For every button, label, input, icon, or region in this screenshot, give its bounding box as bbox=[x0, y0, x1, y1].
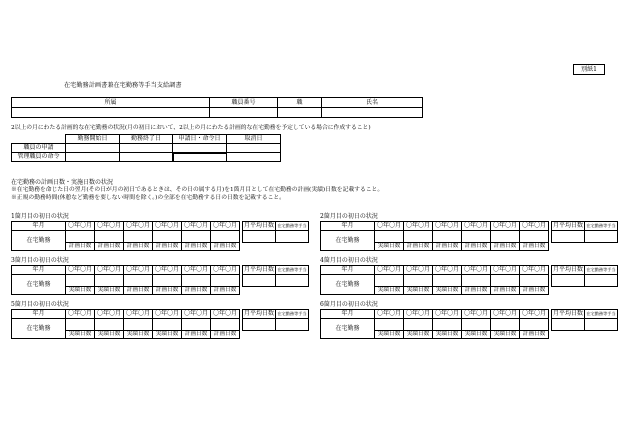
month-cell[interactable]: 〇年〇月 bbox=[520, 222, 549, 231]
day-count-field[interactable] bbox=[124, 231, 153, 243]
month-cell[interactable]: 〇年〇月 bbox=[124, 266, 153, 275]
day-count-field[interactable] bbox=[211, 319, 240, 331]
day-type-label: 計画日数 bbox=[211, 331, 240, 339]
allowance-field[interactable] bbox=[585, 275, 618, 287]
month-cell[interactable]: 〇年〇月 bbox=[404, 222, 433, 231]
allowance-label: 在宅勤務等手当 bbox=[585, 222, 618, 231]
day-type-label: 計画日数 bbox=[124, 287, 153, 295]
day-type-label: 計画日数 bbox=[211, 287, 240, 295]
corner-empty bbox=[12, 135, 66, 144]
avg-days-field[interactable] bbox=[552, 275, 585, 287]
month-cell[interactable]: 〇年〇月 bbox=[95, 310, 124, 319]
header-position: 職 bbox=[278, 98, 322, 108]
month-cell[interactable]: 〇年〇月 bbox=[375, 266, 404, 275]
block-title: 1箇月目の初日の状況 bbox=[11, 213, 69, 220]
avg-days-label: 月平均日数 bbox=[243, 222, 274, 229]
avg-days-label: 月平均日数 bbox=[243, 310, 274, 317]
month-cell[interactable]: 〇年〇月 bbox=[462, 266, 491, 275]
section2-note-2: ※正規の勤務時間(休憩など勤務を要しない時間を除く。)の全部を在宅勤務する日の日数を記載すること。 bbox=[11, 195, 285, 201]
month-cell[interactable]: 〇年〇月 bbox=[211, 266, 240, 275]
day-type-label: 実績日数 bbox=[66, 331, 95, 339]
department-field[interactable] bbox=[12, 108, 210, 118]
employee-start-date-field[interactable] bbox=[66, 144, 120, 153]
day-type-label: 計画日数 bbox=[124, 243, 153, 251]
name-field[interactable] bbox=[322, 108, 423, 118]
employee-number-field[interactable] bbox=[210, 108, 278, 118]
employee-request-date-field[interactable] bbox=[173, 144, 227, 153]
day-count-field[interactable] bbox=[95, 231, 124, 243]
avg-days-field[interactable] bbox=[243, 275, 276, 287]
annex-tag: 別紙1 bbox=[573, 64, 605, 75]
block-title: 2箇月目の初日の状況 bbox=[320, 213, 378, 220]
month-block-2 bbox=[320, 221, 549, 251]
header-name: 氏名 bbox=[322, 98, 423, 108]
month-cell[interactable]: 〇年〇月 bbox=[211, 310, 240, 319]
manager-end-date-field[interactable] bbox=[120, 153, 173, 162]
day-count-field[interactable] bbox=[433, 231, 462, 243]
day-count-field[interactable] bbox=[211, 231, 240, 243]
day-type-label: 実績日数 bbox=[375, 331, 404, 339]
day-count-field[interactable] bbox=[491, 319, 520, 331]
header-cancel-date: 取消日 bbox=[227, 135, 281, 144]
form-title: 在宅勤務計画書兼在宅勤務等手当支給調書 bbox=[64, 82, 182, 89]
day-count-field[interactable] bbox=[520, 319, 549, 331]
day-type-label: 実績日数 bbox=[153, 331, 182, 339]
day-type-label: 計画日数 bbox=[491, 243, 520, 251]
month-cell[interactable]: 〇年〇月 bbox=[375, 310, 404, 319]
day-count-field[interactable] bbox=[433, 319, 462, 331]
day-type-label: 計画日数 bbox=[153, 243, 182, 251]
manager-start-date-field[interactable] bbox=[66, 153, 120, 162]
month-label: 年月 bbox=[321, 310, 375, 319]
month-cell[interactable]: 〇年〇月 bbox=[404, 310, 433, 319]
month-cell[interactable]: 〇年〇月 bbox=[433, 266, 462, 275]
avg-days-label: 月平均日数 bbox=[552, 266, 583, 273]
month-cell[interactable]: 〇年〇月 bbox=[520, 266, 549, 275]
month-cell[interactable]: 〇年〇月 bbox=[153, 310, 182, 319]
month-cell[interactable]: 〇年〇月 bbox=[491, 266, 520, 275]
day-count-field[interactable] bbox=[491, 231, 520, 243]
month-cell[interactable]: 〇年〇月 bbox=[520, 310, 549, 319]
row-employee-request: 職員の申請 bbox=[12, 144, 66, 153]
day-count-field[interactable] bbox=[182, 319, 211, 331]
day-count-field[interactable] bbox=[375, 275, 404, 287]
summary-block-1 bbox=[242, 221, 309, 243]
month-cell[interactable]: 〇年〇月 bbox=[95, 266, 124, 275]
day-type-label: 計画日数 bbox=[182, 331, 211, 339]
day-count-field[interactable] bbox=[153, 275, 182, 287]
day-type-label: 計画日数 bbox=[462, 287, 491, 295]
day-type-label: 計画日数 bbox=[95, 243, 124, 251]
telework-label: 在宅勤務 bbox=[12, 319, 66, 339]
allowance-label: 在宅勤務等手当 bbox=[585, 310, 618, 319]
row-manager-order: 管理職員の命令 bbox=[12, 153, 66, 162]
day-type-label: 計画日数 bbox=[433, 243, 462, 251]
day-type-label: 計画日数 bbox=[520, 287, 549, 295]
header-start-date: 勤務開始日 bbox=[66, 135, 120, 144]
day-type-label: 計画日数 bbox=[520, 243, 549, 251]
allowance-label: 在宅勤務等手当 bbox=[276, 310, 309, 319]
summary-block-4 bbox=[551, 265, 618, 287]
day-type-label: 実績日数 bbox=[462, 331, 491, 339]
month-cell[interactable]: 〇年〇月 bbox=[375, 222, 404, 231]
block-title: 6箇月目の初日の状況 bbox=[320, 301, 378, 308]
day-count-field[interactable] bbox=[520, 275, 549, 287]
month-cell[interactable]: 〇年〇月 bbox=[182, 222, 211, 231]
day-count-field[interactable] bbox=[404, 231, 433, 243]
month-cell[interactable]: 〇年〇月 bbox=[462, 222, 491, 231]
month-cell[interactable]: 〇年〇月 bbox=[491, 222, 520, 231]
employee-cancel-date-field[interactable] bbox=[227, 144, 281, 153]
summary-block-2 bbox=[551, 221, 618, 243]
allowance-label: 在宅勤務等手当 bbox=[276, 266, 309, 275]
month-block-4 bbox=[320, 265, 549, 295]
allowance-field[interactable] bbox=[276, 275, 309, 287]
allowance-field[interactable] bbox=[585, 231, 618, 243]
day-count-field[interactable] bbox=[375, 319, 404, 331]
day-type-label: 実績日数 bbox=[491, 331, 520, 339]
month-label: 年月 bbox=[12, 222, 66, 231]
manager-order-date-field[interactable] bbox=[173, 153, 227, 162]
month-label: 年月 bbox=[12, 310, 66, 319]
avg-days-field[interactable] bbox=[243, 319, 276, 331]
month-cell[interactable]: 〇年〇月 bbox=[491, 310, 520, 319]
employee-end-date-field[interactable] bbox=[120, 144, 173, 153]
section2-note-1: ※在宅勤務を命じた日の翌月(その日が月の初日であるときは、その日の属する月)を1箇月目として在宅勤務の計画(実績)日数を記載すること。 bbox=[11, 187, 384, 193]
allowance-field[interactable] bbox=[276, 231, 309, 243]
day-count-field[interactable] bbox=[66, 319, 95, 331]
month-cell[interactable]: 〇年〇月 bbox=[66, 222, 95, 231]
day-count-field[interactable] bbox=[211, 275, 240, 287]
day-type-label: 実績日数 bbox=[124, 331, 153, 339]
allowance-label: 在宅勤務等手当 bbox=[585, 266, 618, 275]
day-type-label: 計画日数 bbox=[520, 331, 549, 339]
telework-label: 在宅勤務 bbox=[12, 231, 66, 251]
day-count-field[interactable] bbox=[182, 275, 211, 287]
block-title: 3箇月目の初日の状況 bbox=[11, 257, 69, 264]
day-count-field[interactable] bbox=[462, 275, 491, 287]
day-count-field[interactable] bbox=[520, 231, 549, 243]
month-block-5 bbox=[11, 309, 240, 339]
employee-info-table bbox=[11, 97, 423, 118]
day-type-label: 計画日数 bbox=[66, 243, 95, 251]
day-type-label: 計画日数 bbox=[182, 287, 211, 295]
month-block-1 bbox=[11, 221, 240, 251]
day-count-field[interactable] bbox=[95, 275, 124, 287]
day-count-field[interactable] bbox=[433, 275, 462, 287]
block-title: 4箇月目の初日の状況 bbox=[320, 257, 378, 264]
month-cell[interactable]: 〇年〇月 bbox=[182, 266, 211, 275]
day-type-label: 実績日数 bbox=[404, 331, 433, 339]
month-label: 年月 bbox=[321, 222, 375, 231]
month-block-6 bbox=[320, 309, 549, 339]
avg-days-field[interactable] bbox=[552, 231, 585, 243]
avg-days-label: 月平均日数 bbox=[552, 310, 583, 317]
day-type-label: 実績日数 bbox=[433, 331, 462, 339]
day-count-field[interactable] bbox=[462, 231, 491, 243]
day-type-label: 計画日数 bbox=[182, 243, 211, 251]
day-type-label: 計画日数 bbox=[211, 243, 240, 251]
month-cell[interactable]: 〇年〇月 bbox=[404, 266, 433, 275]
month-block-3 bbox=[11, 265, 240, 295]
header-end-date: 勤務終了日 bbox=[120, 135, 173, 144]
telework-label: 在宅勤務 bbox=[12, 275, 66, 295]
block-title: 5箇月目の初日の状況 bbox=[11, 301, 69, 308]
month-cell[interactable]: 〇年〇月 bbox=[462, 310, 491, 319]
day-type-label: 実績日数 bbox=[66, 287, 95, 295]
month-cell[interactable]: 〇年〇月 bbox=[66, 310, 95, 319]
month-cell[interactable]: 〇年〇月 bbox=[153, 222, 182, 231]
avg-days-field[interactable] bbox=[552, 319, 585, 331]
day-count-field[interactable] bbox=[153, 231, 182, 243]
month-cell[interactable]: 〇年〇月 bbox=[433, 222, 462, 231]
month-cell[interactable]: 〇年〇月 bbox=[153, 266, 182, 275]
telework-label: 在宅勤務 bbox=[321, 319, 375, 339]
day-count-field[interactable] bbox=[462, 319, 491, 331]
telework-label: 在宅勤務 bbox=[321, 231, 375, 251]
month-cell[interactable]: 〇年〇月 bbox=[433, 310, 462, 319]
day-count-field[interactable] bbox=[66, 231, 95, 243]
day-type-label: 実績日数 bbox=[404, 287, 433, 295]
month-cell[interactable]: 〇年〇月 bbox=[182, 310, 211, 319]
month-cell[interactable]: 〇年〇月 bbox=[66, 266, 95, 275]
day-count-field[interactable] bbox=[182, 231, 211, 243]
avg-days-label: 月平均日数 bbox=[552, 222, 583, 229]
position-field[interactable] bbox=[278, 108, 322, 118]
telework-label: 在宅勤務 bbox=[321, 275, 375, 295]
allowance-field[interactable] bbox=[585, 319, 618, 331]
multi-month-status-table bbox=[11, 134, 281, 162]
month-label: 年月 bbox=[12, 266, 66, 275]
header-department: 所属 bbox=[12, 98, 210, 108]
day-type-label: 実績日数 bbox=[375, 287, 404, 295]
avg-days-label: 月平均日数 bbox=[243, 266, 274, 273]
day-count-field[interactable] bbox=[66, 275, 95, 287]
month-cell[interactable]: 〇年〇月 bbox=[95, 222, 124, 231]
month-cell[interactable]: 〇年〇月 bbox=[211, 222, 240, 231]
month-cell[interactable]: 〇年〇月 bbox=[124, 222, 153, 231]
month-label: 年月 bbox=[321, 266, 375, 275]
allowance-field[interactable] bbox=[276, 319, 309, 331]
day-type-label: 実績日数 bbox=[375, 243, 404, 251]
header-request-date: 申請日・命令日 bbox=[173, 135, 227, 144]
summary-block-5 bbox=[242, 309, 309, 331]
manager-cancel-date-field[interactable] bbox=[227, 153, 281, 162]
header-employee-number: 職員番号 bbox=[210, 98, 278, 108]
day-type-label: 計画日数 bbox=[153, 287, 182, 295]
day-count-field[interactable] bbox=[404, 319, 433, 331]
day-type-label: 実績日数 bbox=[95, 331, 124, 339]
day-count-field[interactable] bbox=[153, 319, 182, 331]
day-count-field[interactable] bbox=[95, 319, 124, 331]
day-count-field[interactable] bbox=[124, 275, 153, 287]
allowance-label: 在宅勤務等手当 bbox=[276, 222, 309, 231]
day-type-label: 計画日数 bbox=[462, 243, 491, 251]
day-type-label: 実績日数 bbox=[433, 287, 462, 295]
month-cell[interactable]: 〇年〇月 bbox=[124, 310, 153, 319]
avg-days-field[interactable] bbox=[243, 231, 276, 243]
day-type-label: 計画日数 bbox=[404, 243, 433, 251]
section1-note: 2以上の月にわたる計画的な在宅勤務の状況(月の初日において、2以上の月にわたる計画的な在宅勤務を予定している場合に作成すること) bbox=[11, 125, 371, 131]
day-count-field[interactable] bbox=[491, 275, 520, 287]
day-type-label: 計画日数 bbox=[491, 287, 520, 295]
day-count-field[interactable] bbox=[404, 275, 433, 287]
section2-title: 在宅勤務の計画日数・実施日数の状況 bbox=[11, 179, 114, 186]
day-type-label: 実績日数 bbox=[95, 287, 124, 295]
day-count-field[interactable] bbox=[375, 231, 404, 243]
summary-block-3 bbox=[242, 265, 309, 287]
day-count-field[interactable] bbox=[124, 319, 153, 331]
summary-block-6 bbox=[551, 309, 618, 331]
